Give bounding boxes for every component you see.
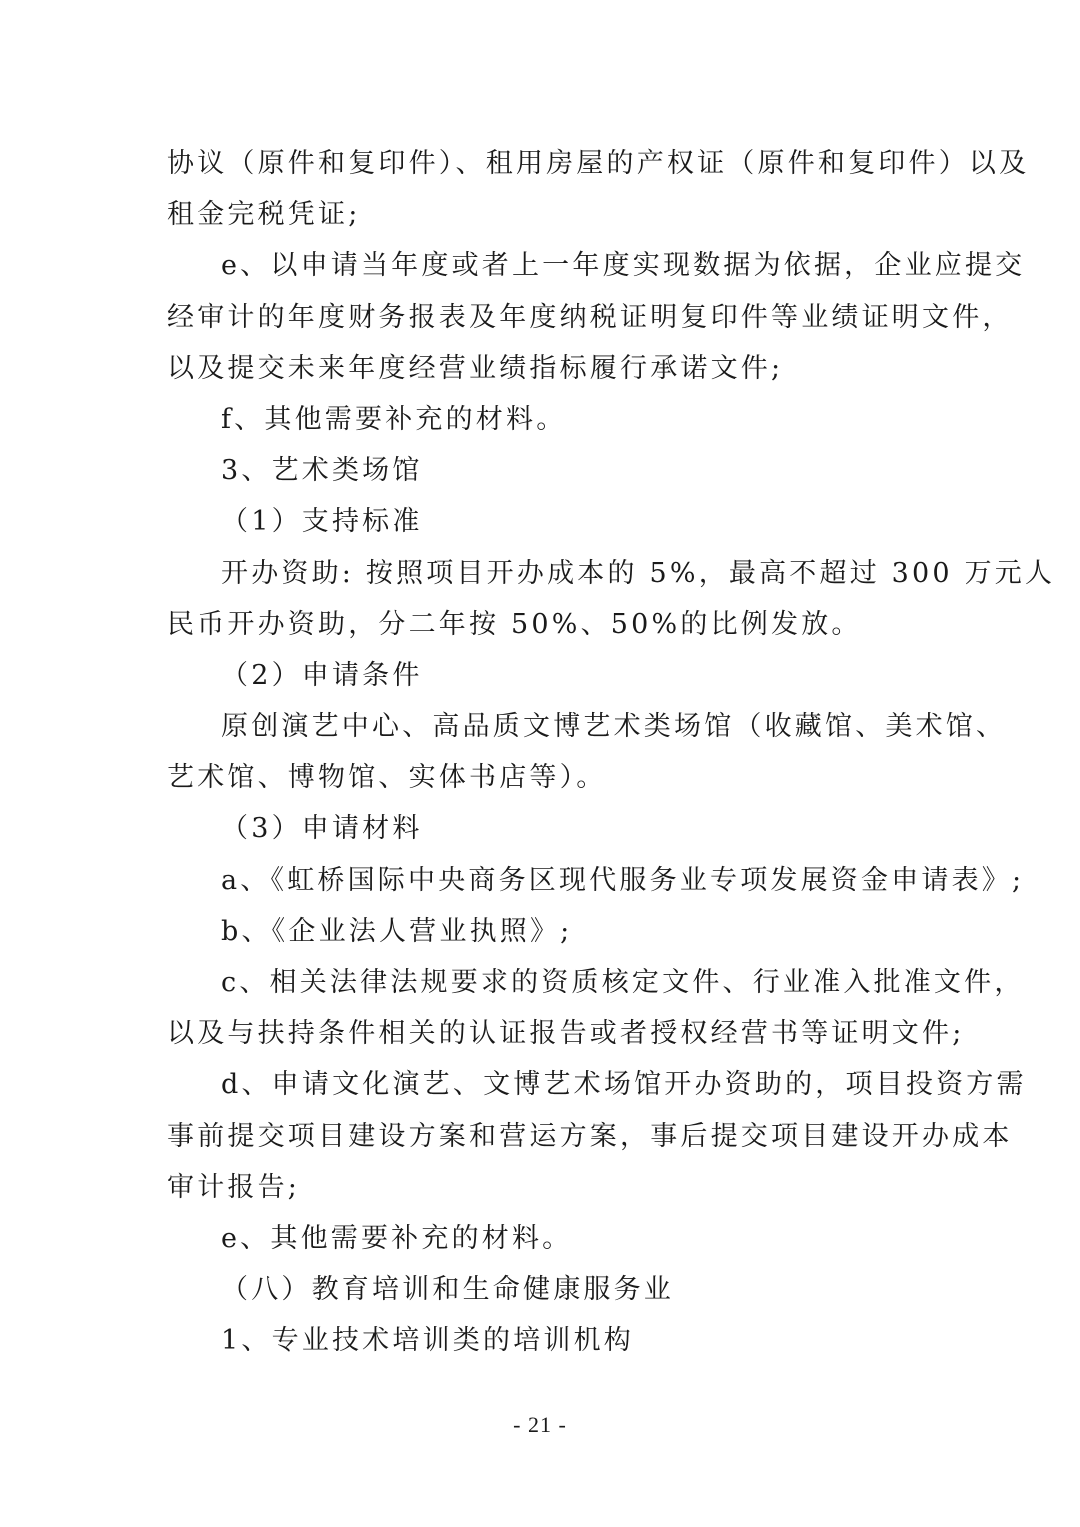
- text-line-9: 开办资助: 按照项目开办成本的 5%，最高不超过 300 万元人: [221, 557, 1056, 589]
- text-line-20: 事前提交项目建设方案和营运方案，事后提交项目建设开办成本: [167, 1120, 1013, 1152]
- text-line-18: 以及与扶持条件相关的认证报告或者授权经营书等证明文件;: [167, 1018, 965, 1050]
- text-line-22: e、其他需要补充的材料。: [221, 1222, 573, 1254]
- text-line-12: 原创演艺中心、高品质文博艺术类场馆（收藏馆、美术馆、: [221, 711, 1007, 743]
- text-line-17: c、相关法律法规要求的资质核定文件、行业准入批准文件，: [221, 967, 1025, 998]
- text-line-1: 协议（原件和复印件）、租用房屋的产权证（原件和复印件）以及: [167, 148, 1030, 179]
- text-line-5: 以及提交未来年度经营业绩指标履行承诺文件;: [167, 352, 784, 384]
- text-line-10: 民币开办资助，分二年按 50%、50%的比例发放。: [167, 608, 862, 640]
- text-line-16: b、《企业法人营业执照》;: [221, 915, 573, 947]
- text-line-4: 经审计的年度财务报表及年度纳税证明复印件等业绩证明文件，: [167, 301, 1013, 333]
- subheading-support-standard: （1）支持标准: [221, 506, 423, 538]
- text-line-6: f、其他需要补充的材料。: [221, 403, 567, 435]
- text-line-2: 租金完税凭证;: [167, 199, 361, 231]
- section-heading-training-institutions: 1、专业技术培训类的培训机构: [221, 1325, 634, 1357]
- text-line-21: 审计报告;: [167, 1171, 301, 1203]
- subheading-application-materials: （3）申请材料: [221, 813, 423, 845]
- body-text: [167, 138, 1056, 1367]
- page-number: - 21 -: [513, 1412, 567, 1437]
- text-line-19: d、申请文化演艺、文博艺术场馆开办资助的，项目投资方需: [221, 1069, 1027, 1101]
- text-line-13: 艺术馆、博物馆、实体书店等）。: [167, 762, 607, 794]
- section-heading-education-health: （八）教育培训和生命健康服务业: [221, 1274, 674, 1306]
- text-line-15: a、《虹桥国际中央商务区现代服务业专项发展资金申请表》;: [221, 864, 1025, 896]
- subheading-application-conditions: （2）申请条件: [221, 659, 423, 691]
- section-heading-art-venues: 3、艺术类场馆: [221, 455, 423, 487]
- text-line-3: e、以申请当年度或者上一年度实现数据为依据，企业应提交: [221, 250, 1026, 282]
